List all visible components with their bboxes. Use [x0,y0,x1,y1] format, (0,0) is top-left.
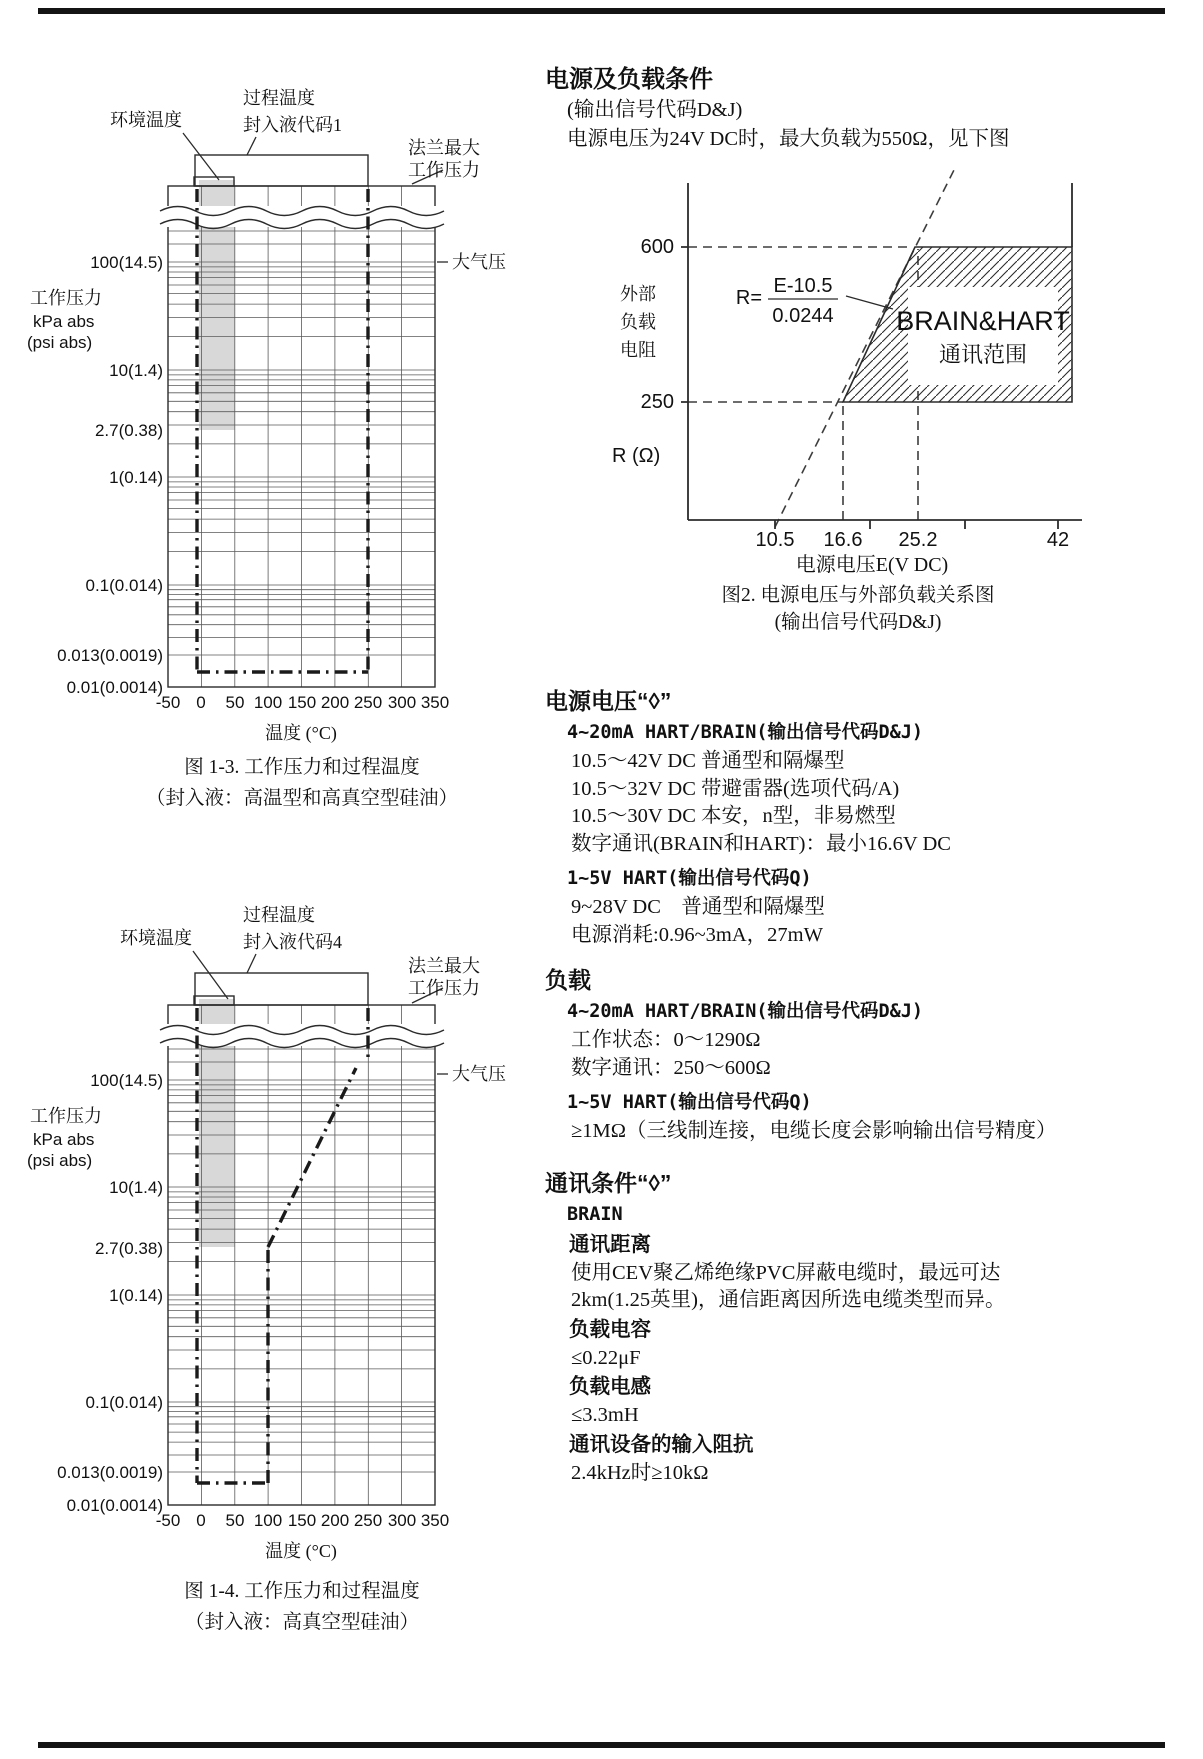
spec-line: ≥1MΩ（三线制连接，电缆长度会影响输出信号精度） [571,1120,1057,1142]
section-description: 电源电压为24V DC时，最大负载为550Ω，见下图 [567,128,1010,150]
x-tick: 0 [196,1511,206,1530]
supply-420ma-subheading: 4~20mA HART/BRAIN(输出信号代码D&J) [567,722,924,743]
figure-caption: (输出信号代码D&J) [774,612,942,633]
atmosphere-label: 大气压 [452,1064,506,1084]
y-tick: 0.1(0.014) [85,1393,163,1412]
spec-line: 2.4kHz时≥10kΩ [571,1461,709,1484]
x-tick: 42 [1046,529,1070,551]
flange-max-label: 工作压力 [408,160,480,180]
spec-line: 工作状态：0～1290Ω [571,1029,761,1051]
x-axis-title: 温度 (°C) [265,1541,337,1561]
comm-conditions-heading: 通讯条件“◊” [545,1169,672,1196]
x-tick: 50 [225,1511,245,1530]
x-tick: 300 [387,693,417,712]
x-tick: 300 [387,1511,417,1530]
y-tick: 0.013(0.0019) [57,1463,163,1482]
load-heading: 负载 [545,967,591,993]
spec-line: 10.5～32V DC 带避雷器(选项代码/A) [571,777,900,800]
supply-voltage-heading: 电源电压“◊” [545,688,672,714]
formula-numerator: E-10.5 [773,275,833,297]
spec-line: ≤0.22μF [571,1346,641,1369]
spec-line: 9~28V DC 普通型和隔爆型 [571,896,825,918]
y-tick: 10(1.4) [109,361,163,380]
spec-line: 使用CEV聚乙烯绝缘PVC屏蔽电缆时，最远可达 [571,1261,1001,1284]
x-tick: 250 [353,1511,383,1530]
leader-line [193,951,228,999]
section-title: 电源及负载条件 [545,66,713,93]
leader-line [247,137,256,155]
spec-line: ≤3.3mH [571,1404,639,1426]
spec-line: 数字通讯：250～600Ω [571,1056,771,1079]
figure-caption: 图 1-3. 工作压力和过程温度 [184,757,420,778]
x-tick: 150 [287,1511,317,1530]
fill-code-label: 封入液代码1 [243,115,342,135]
x-tick: 350 [420,1511,450,1530]
x-axis-title: 电源电压E(V DC) [795,554,949,576]
load-capacitance-subheading: 负载电容 [569,1317,651,1341]
y-tick: 0.01(0.0014) [66,678,163,697]
x-tick: -50 [155,693,181,712]
ambient-temp-label: 环境温度 [120,928,192,948]
gridlines [168,1005,435,1505]
spec-line: 10.5～30V DC 本安，n型，非易燃型 [571,805,896,827]
comm-region-title: BRAIN&HART [896,306,1070,336]
x-tick: 25.2 [898,529,938,551]
y-tick: 10(1.4) [109,1178,163,1197]
specifications-column [545,686,1190,1487]
load-420ma-subheading: 4~20mA HART/BRAIN(输出信号代码D&J) [567,1001,924,1022]
flange-max-label: 工作压力 [408,978,480,998]
leader-line [247,954,256,973]
x-tick: -50 [155,1511,181,1530]
fill-code-label: 封入液代码4 [243,932,342,952]
figure-1-3 [27,88,506,809]
section-subtitle: (输出信号代码D&J) [567,99,743,121]
y-tick: 100(14.5) [90,253,163,272]
x-tick: 0 [196,693,206,712]
x-tick: 350 [420,693,450,712]
y-axis-unit: kPa abs [33,1130,95,1149]
y-axis-unit: kPa abs [33,312,95,331]
x-tick: 10.5 [755,529,795,551]
figure-1-4 [27,905,506,1633]
y-tick: 1(0.14) [109,1286,163,1305]
figure-caption: （封入液：高温型和高真空型硅油） [145,788,459,809]
x-tick: 200 [320,1511,350,1530]
x-tick: 16.6 [823,529,863,551]
x-tick: 50 [225,693,245,712]
y-axis-title: 负载 [620,312,656,332]
load-inductance-subheading: 负载电感 [569,1375,651,1398]
x-axis-title: 温度 (°C) [265,723,337,743]
atmosphere-label: 大气压 [452,252,506,272]
y-axis-title: 电阻 [620,340,656,360]
x-tick: 200 [320,693,350,712]
power-load-conditions-section [545,64,1165,154]
figure-caption: 图2. 电源电压与外部负载关系图 [721,585,995,606]
y-tick: 100(14.5) [90,1071,163,1090]
process-temp-label: 过程温度 [243,905,315,925]
y-tick: 600 [640,236,674,258]
figure-caption: （封入液：高真空型硅油） [184,1612,420,1633]
x-tick: 100 [253,1511,283,1530]
spec-line: 电源消耗:0.96~3mA，27mW [571,923,823,946]
comm-region-label-box [908,287,1058,385]
y-axis-title: 工作压力 [30,288,102,308]
input-impedance-subheading: 通讯设备的输入阻抗 [569,1432,754,1456]
process-temp-label: 过程温度 [243,88,315,108]
formula-leader [846,296,893,309]
y-axis-title: 工作压力 [30,1106,102,1126]
brain-subheading: BRAIN [567,1203,623,1225]
flange-max-label: 法兰最大 [408,956,480,976]
y-axis-title: 外部 [620,284,656,304]
y-tick: 0.1(0.014) [85,576,163,595]
x-tick: 250 [353,693,383,712]
y-tick: 0.013(0.0019) [57,646,163,665]
supply-15v-subheading: 1~5V HART(输出信号代码Q) [567,868,812,889]
flange-max-label: 法兰最大 [408,138,480,158]
figure-caption: 图 1-4. 工作压力和过程温度 [184,1581,420,1602]
figure-2 [612,168,1082,633]
formula-denominator: 0.0244 [772,305,834,327]
y-tick: 2.7(0.38) [94,421,163,440]
y-tick: 2.7(0.38) [94,1239,163,1258]
y-axis-unit: (psi abs) [27,1151,93,1170]
y-tick: 1(0.14) [109,468,163,487]
y-tick: 0.01(0.0014) [66,1496,163,1515]
comm-region-subtitle: 通讯范围 [938,342,1028,367]
formula-lhs: R= [735,287,762,309]
comm-distance-subheading: 通讯距离 [569,1232,651,1256]
y-axis-unit: R (Ω) [612,445,661,467]
spec-line: 10.5～42V DC 普通型和隔爆型 [571,750,845,772]
y-tick: 250 [640,391,674,413]
load-15v-subheading: 1~5V HART(输出信号代码Q) [567,1092,812,1113]
y-axis-unit: (psi abs) [27,333,93,352]
x-tick: 100 [253,693,283,712]
leader-line [183,133,219,180]
ambient-temp-label: 环境温度 [110,110,182,130]
x-tick: 150 [287,693,317,712]
spec-line: 2km(1.25英里)，通信距离因所选电缆类型而异。 [571,1289,1006,1311]
spec-line: 数字通讯(BRAIN和HART)：最小16.6V DC [571,832,951,855]
